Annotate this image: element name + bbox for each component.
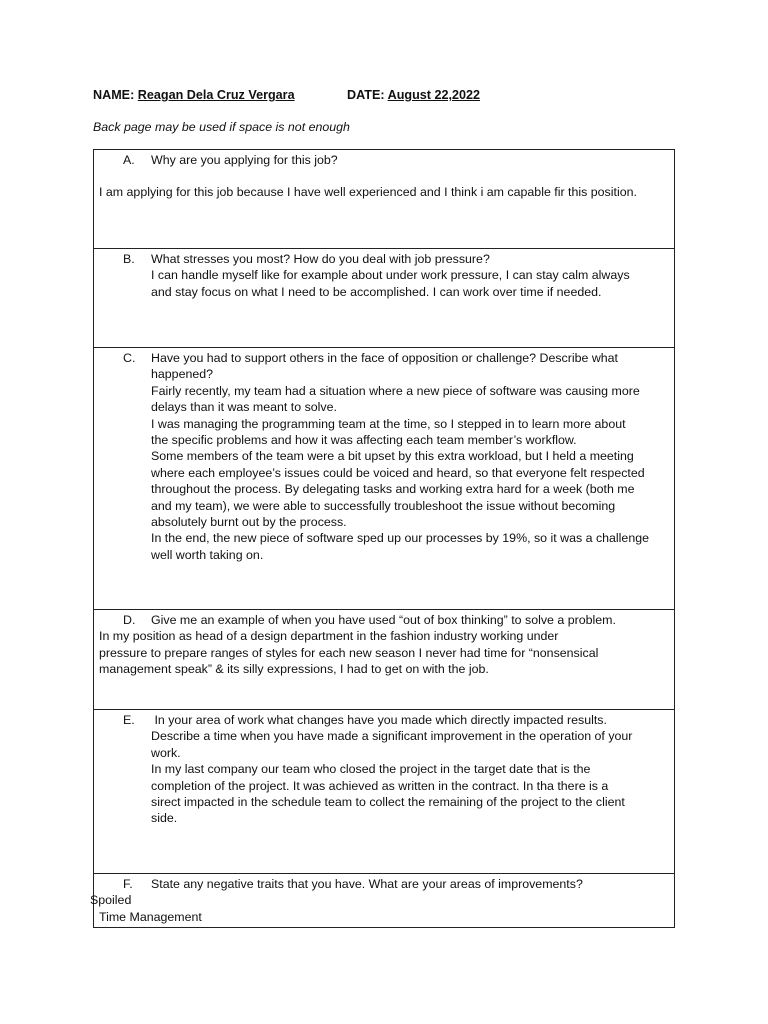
- question-cell-d: [94, 610, 675, 710]
- answer-line: sirect impacted in the schedule team to collect the remaining of the project to the client: [151, 795, 625, 810]
- name-field: [93, 87, 295, 103]
- name-label: NAME:: [93, 88, 135, 102]
- question-a: [99, 152, 670, 168]
- answer-line: In my last company our team who closed the project in the target date that is the: [151, 762, 591, 777]
- question-row-d: [94, 610, 675, 710]
- question-e: [99, 712, 670, 728]
- question-row-e: [94, 710, 675, 874]
- question-letter: B.: [123, 252, 135, 266]
- answer-line: I was managing the programming team at the time, so I stepped in to learn more about: [151, 416, 626, 431]
- question-text: Why are you applying for this job?: [151, 153, 338, 167]
- answer-line: Some members of the team were a bit upset by this extra workload, but I held a meeting: [151, 449, 634, 464]
- answer-line: Time Management: [99, 909, 202, 924]
- answer-line: completion of the project. It was achieved as written in the contract. In tha there is a: [151, 778, 609, 793]
- questionnaire-table: [90, 149, 675, 928]
- question-line: Describe a time when you have made a significant improvement in the operation of your: [151, 729, 633, 744]
- question-line: work.: [151, 745, 181, 760]
- answer-line: In the end, the new piece of software sped up our processes by 19%, so it was a challenge: [151, 531, 649, 546]
- question-line: happened?: [151, 367, 214, 382]
- answer-line: delays than it was meant to solve.: [151, 400, 337, 415]
- question-letter: D.: [123, 613, 136, 627]
- question-letter: A.: [123, 153, 135, 167]
- answer-line: where each employee’s issues could be voiced and heard, so that everyone felt respected: [151, 465, 645, 480]
- question-letter: E.: [123, 713, 135, 727]
- question-cell-b: [94, 249, 675, 348]
- answer-line: the specific problems and how it was affecting each team member’s workflow.: [151, 433, 577, 448]
- answer-line: pressure to prepare ranges of styles for each new season I never had time for “nonsensical: [99, 645, 599, 660]
- question-b: [99, 251, 670, 267]
- answer-line: management speak” & its silly expressions, I had to get on with the job.: [99, 662, 489, 677]
- question-text: State any negative traits that you have. What are your areas of improvements?: [151, 877, 583, 891]
- date-label: DATE:: [347, 88, 385, 102]
- answer-text: I am applying for this job because I have well experienced and I think i am capable fir this position.: [99, 185, 637, 200]
- answer-line: and stay focus on what I need to be accomplished. I can work over time if needed.: [151, 284, 602, 299]
- answer-line: I can handle myself like for example about under work pressure, I can stay calm always: [151, 268, 630, 283]
- name-value: Reagan Dela Cruz Vergara: [137, 88, 295, 102]
- question-c: [99, 350, 670, 366]
- date-value: August 22,2022: [387, 88, 480, 102]
- question-text: What stresses you most? How do you deal with job pressure?: [151, 252, 490, 266]
- question-d: [99, 612, 670, 628]
- answer-line: Fairly recently, my team had a situation where a new piece of software was causing more: [151, 383, 640, 398]
- question-letter: F.: [123, 877, 133, 891]
- answer-line: throughout the process. By delegating tasks and working extra hard for a week (both me: [151, 482, 635, 497]
- question-row-b: [94, 249, 675, 348]
- question-row-f: [94, 874, 675, 928]
- question-row-c: [94, 348, 675, 610]
- answer-line: In my position as head of a design department in the fashion industry working under: [99, 629, 559, 644]
- answer-line: absolutely burnt out by the process.: [151, 515, 347, 530]
- question-f: [99, 876, 670, 892]
- question-letter: C.: [123, 351, 136, 365]
- answer-line: Spoiled: [90, 893, 132, 908]
- question-text: In your area of work what changes have you made which directly impacted results.: [151, 713, 607, 727]
- answer-line: side.: [151, 811, 178, 826]
- instruction-note: Back page may be used if space is not enough: [93, 120, 350, 134]
- question-cell-a: [94, 150, 675, 249]
- question-cell-f: [90, 874, 675, 928]
- date-field: [347, 87, 480, 103]
- question-cell-e: [94, 710, 675, 874]
- question-row-a: [94, 150, 675, 249]
- answer-line: and my team), we were able to successfully troubleshoot the issue without becoming: [151, 498, 616, 513]
- answer-line: well worth taking on.: [151, 547, 264, 562]
- question-text: Have you had to support others in the face of opposition or challenge? Describe what: [151, 351, 619, 365]
- question-cell-c: [94, 348, 675, 610]
- question-text: Give me an example of when you have used “out of box thinking” to solve a problem.: [151, 613, 616, 627]
